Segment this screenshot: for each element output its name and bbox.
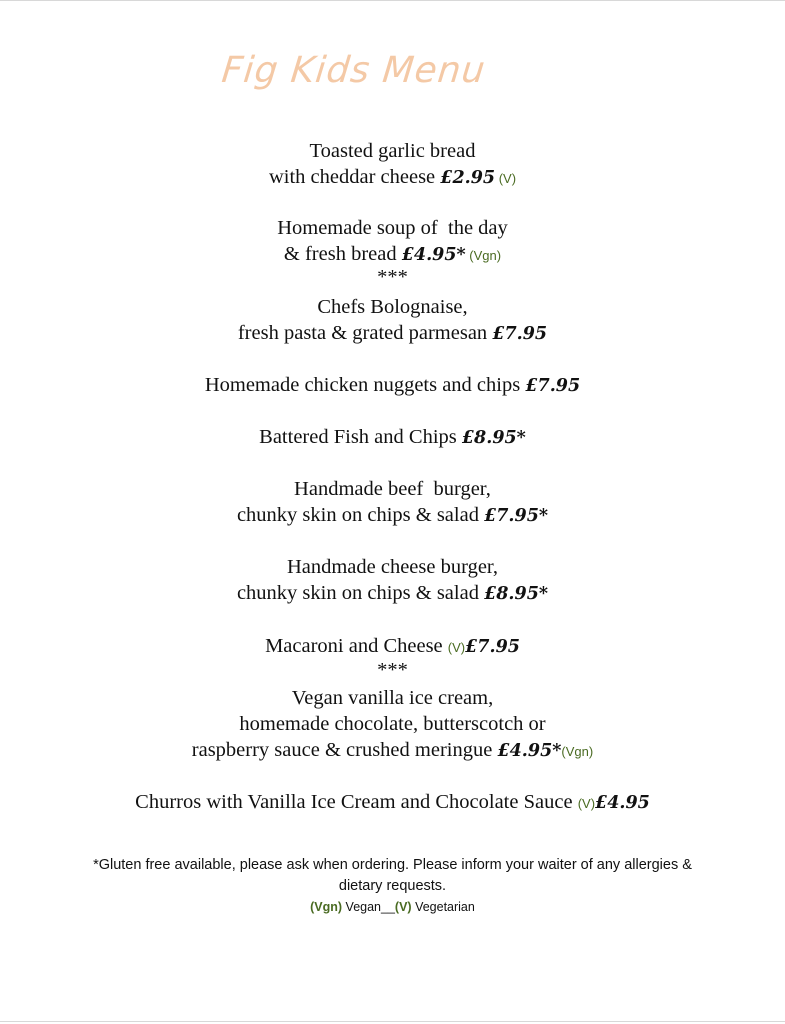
- item-price: £7.95: [465, 637, 520, 657]
- item-text: raspberry sauce & crushed meringue: [191, 739, 498, 761]
- item-text: Homemade chicken nuggets and chips: [204, 374, 526, 396]
- menu-line: [0, 139, 785, 163]
- item-text: Churros with Vanilla Ice Cream and Chocolate Sauce: [135, 791, 578, 813]
- item-price: £7.95*: [484, 506, 549, 526]
- menu-line: [0, 425, 785, 450]
- menu-line: [0, 477, 785, 501]
- menu-title: Fig Kids Menu: [219, 50, 488, 91]
- item-price: £7.95: [525, 376, 581, 396]
- dietary-legend: [0, 897, 785, 917]
- menu-line: [0, 658, 785, 682]
- menu-line: [0, 790, 785, 816]
- item-text: chunky skin on chips & salad: [236, 504, 485, 526]
- item-price: £8.95*: [484, 584, 549, 604]
- menu-line: [0, 265, 785, 289]
- menu-line: [0, 634, 785, 660]
- dietary-tag: (Vgn): [561, 744, 594, 759]
- item-text: Homemade soup of the day: [277, 217, 508, 239]
- legend-vegan-label: Vegan__: [342, 900, 395, 914]
- item-text: ***: [377, 659, 408, 681]
- dietary-tag: (V): [495, 171, 517, 186]
- item-price: £4.95: [595, 793, 650, 813]
- item-price: £8.95*: [461, 428, 526, 448]
- dietary-tag: (Vgn): [465, 248, 502, 263]
- item-text: homemade chocolate, butterscotch or: [239, 713, 546, 735]
- item-text: ***: [377, 266, 408, 288]
- menu-line: [0, 738, 785, 764]
- menu-line: [0, 216, 785, 240]
- dietary-tag: (V): [577, 796, 596, 811]
- menu-line: [0, 295, 785, 319]
- legend-vgn-tag: (Vgn): [310, 900, 343, 914]
- menu-line: [0, 581, 785, 606]
- item-price: £4.95*: [497, 741, 562, 761]
- footer-note-line-2: dietary requests.: [338, 878, 447, 894]
- menu-line: [0, 165, 785, 191]
- item-text: Macaroni and Cheese: [265, 635, 448, 657]
- legend-vegetarian-label: Vegetarian: [411, 900, 475, 914]
- menu-line: [0, 373, 785, 398]
- item-price: £4.95*: [401, 245, 466, 265]
- item-text: Battered Fish and Chips: [259, 426, 462, 448]
- menu-line: [0, 321, 785, 346]
- item-text: chunky skin on chips & salad: [236, 582, 485, 604]
- item-text: & fresh bread: [283, 243, 402, 265]
- page-bottom-border: [0, 1021, 785, 1022]
- item-text: fresh pasta & grated parmesan: [237, 322, 493, 344]
- item-text: Handmade beef burger,: [294, 478, 491, 500]
- menu-line: [0, 555, 785, 579]
- footer-note-line-1: *Gluten free available, please ask when ordering. Please inform your waiter of any allergies &: [93, 857, 692, 873]
- item-text: Chefs Bolognaise,: [317, 296, 468, 318]
- legend-v-tag: (V): [394, 900, 412, 914]
- menu-line: [0, 503, 785, 528]
- item-text: Toasted garlic bread: [309, 140, 476, 162]
- menu-line: [0, 712, 785, 736]
- menu-line: [0, 686, 785, 710]
- item-price: £7.95: [492, 324, 548, 344]
- item-text: with cheddar cheese: [268, 166, 441, 188]
- item-text: Handmade cheese burger,: [286, 556, 499, 578]
- dietary-tag: (V): [447, 640, 466, 655]
- page-top-border: [0, 0, 785, 1]
- item-text: Vegan vanilla ice cream,: [291, 687, 494, 709]
- item-price: £2.95: [440, 168, 496, 188]
